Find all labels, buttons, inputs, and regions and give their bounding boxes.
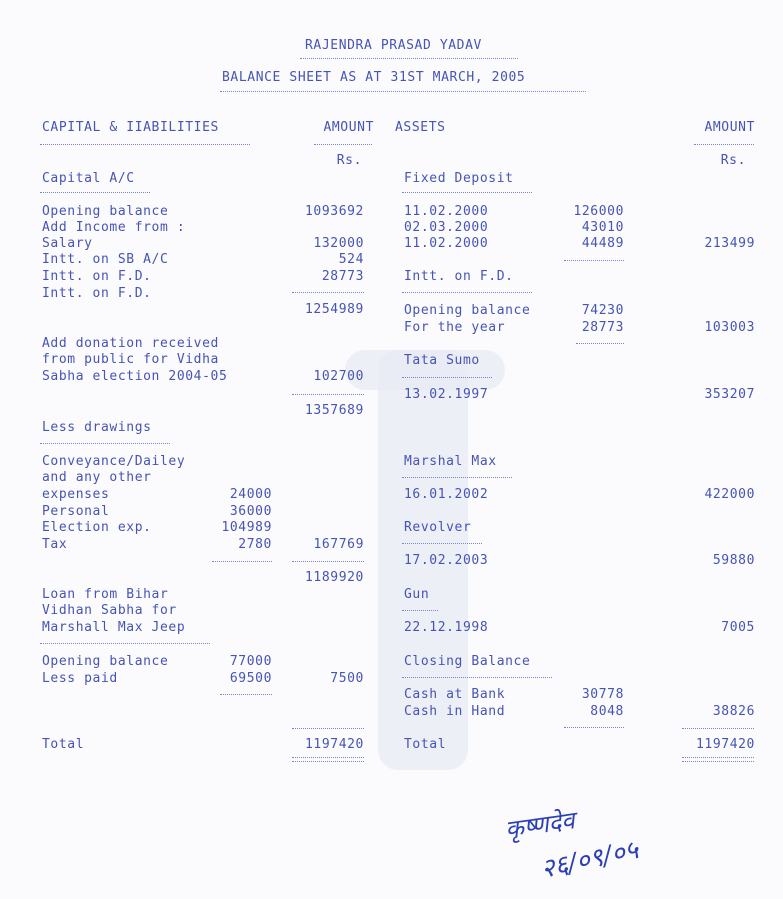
col-amount-right-underline xyxy=(694,144,754,145)
revolver-amount: 59880 xyxy=(712,553,755,568)
closing-underline xyxy=(402,677,552,678)
right-total-amount: 1197420 xyxy=(696,737,755,752)
closing-sum-line xyxy=(564,727,624,728)
loan-opening-label: Opening balance xyxy=(42,654,169,669)
drawings-total-amount: 167769 xyxy=(313,537,364,552)
fd-underline xyxy=(402,192,532,193)
drawings-line xyxy=(212,561,272,562)
header-name: RAJENDRA PRASAD YADAV xyxy=(305,38,482,53)
col-amount-left: AMOUNT xyxy=(323,120,374,135)
header-title-underline xyxy=(220,91,586,92)
tata-amount: 353207 xyxy=(704,387,755,402)
gun-date: 22.12.1998 xyxy=(404,620,489,635)
loan-line-1: Loan from Bihar xyxy=(42,587,169,602)
election-label: Election exp. xyxy=(42,520,152,535)
loan-underline xyxy=(40,643,210,644)
signature-name: कृष्णदेव xyxy=(503,806,577,844)
tax-label: Tax xyxy=(42,537,68,552)
fd-date-3: 11.02.2000 xyxy=(404,236,489,251)
gun-amount: 7005 xyxy=(721,620,755,635)
capital-underline xyxy=(40,192,150,193)
intt-fd-label-1: Intt. on F.D. xyxy=(42,269,152,284)
subtotal1-line xyxy=(292,292,364,293)
left-total-double-line xyxy=(292,757,364,762)
intt-year-amount: 28773 xyxy=(581,320,624,335)
header-name-underline xyxy=(300,58,518,59)
header-title: BALANCE SHEET AS AT 31ST MARCH, 2005 xyxy=(222,70,526,85)
gun-underline xyxy=(402,610,438,611)
fd-amount-2: 43010 xyxy=(581,220,624,235)
right-total-label: Total xyxy=(404,737,447,752)
tata-heading: Tata Sumo xyxy=(404,353,480,368)
intt-year-label: For the year xyxy=(404,320,506,335)
marshal-date: 16.01.2002 xyxy=(404,487,489,502)
marshal-heading: Marshal Max xyxy=(404,454,497,469)
col-amount-left-underline xyxy=(314,144,372,145)
loan-opening-amount: 77000 xyxy=(229,654,272,669)
cash-hand-amount: 8048 xyxy=(590,704,624,719)
subtotal3-amount: 1189920 xyxy=(305,570,364,585)
conveyance-line-2: and any other xyxy=(42,470,152,485)
intt-sum-line xyxy=(576,343,624,344)
fd-total-amount: 213499 xyxy=(704,236,755,251)
fd-sum-line xyxy=(564,260,624,261)
revolver-heading: Revolver xyxy=(404,520,472,535)
left-total-amount: 1197420 xyxy=(305,737,364,752)
left-total-label: Total xyxy=(42,737,85,752)
subtotal1-amount: 1254989 xyxy=(305,302,364,317)
closing-total-amount: 38826 xyxy=(712,704,755,719)
election-amount: 104989 xyxy=(221,520,272,535)
subtotal2-line xyxy=(292,394,364,395)
revolver-underline xyxy=(402,543,482,544)
col-liabilities: CAPITAL & IIABILITIES xyxy=(42,120,219,135)
right-total-double-line xyxy=(682,757,754,762)
donation-amount: 102700 xyxy=(313,369,364,384)
intt-ob-label: Opening balance xyxy=(404,303,531,318)
salary-label: Salary xyxy=(42,236,93,251)
marshal-underline xyxy=(402,477,512,478)
intt-fd-amount-1: 28773 xyxy=(321,269,364,284)
loan-paid-label: Less paid xyxy=(42,671,118,686)
fd-heading: Fixed Deposit xyxy=(404,171,514,186)
conveyance-line-3: expenses xyxy=(42,487,110,502)
intt-fd-label-2: Intt. on F.D. xyxy=(42,286,152,301)
tax-amount: 2780 xyxy=(238,537,272,552)
opening-balance-label: Opening balance xyxy=(42,204,169,219)
salary-amount: 132000 xyxy=(313,236,364,251)
col-amount-right: AMOUNT xyxy=(704,120,755,135)
col-liabilities-underline xyxy=(40,144,250,145)
intt-fd-underline xyxy=(402,292,532,293)
donation-line-2: from public for Vidha xyxy=(42,352,219,367)
loan-paid-line xyxy=(220,694,272,695)
subtotal3-line xyxy=(292,561,364,562)
cash-hand-label: Cash in Hand xyxy=(404,704,506,719)
donation-line-3: Sabha election 2004-05 xyxy=(42,369,228,384)
intt-fd-heading: Intt. on F.D. xyxy=(404,269,514,284)
less-drawings-heading: Less drawings xyxy=(42,420,152,435)
fd-amount-3: 44489 xyxy=(581,236,624,251)
intt-total-amount: 103003 xyxy=(704,320,755,335)
col-assets: ASSETS xyxy=(395,120,446,135)
signature-date: २६/०९/०५ xyxy=(538,835,642,885)
fd-date-1: 11.02.2000 xyxy=(404,204,489,219)
intt-sb-label: Intt. on SB A/C xyxy=(42,252,169,267)
left-total-topline xyxy=(292,728,364,729)
intt-sb-amount: 524 xyxy=(338,252,364,267)
rs-left: Rs. xyxy=(336,153,362,168)
fd-date-2: 02.03.2000 xyxy=(404,220,489,235)
rs-right: Rs. xyxy=(720,153,746,168)
marshal-amount: 422000 xyxy=(704,487,755,502)
donation-line-1: Add donation received xyxy=(42,336,219,351)
loan-line-3: Marshall Max Jeep xyxy=(42,620,186,635)
add-income-label: Add Income from : xyxy=(42,220,186,235)
subtotal2-amount: 1357689 xyxy=(305,403,364,418)
conveyance-amount: 24000 xyxy=(229,487,272,502)
loan-net-amount: 7500 xyxy=(330,671,364,686)
conveyance-line-1: Conveyance/Dailey xyxy=(42,454,186,469)
less-drawings-underline xyxy=(40,443,170,444)
personal-amount: 36000 xyxy=(229,504,272,519)
opening-balance-amount: 1093692 xyxy=(305,204,364,219)
cash-bank-label: Cash at Bank xyxy=(404,687,506,702)
personal-label: Personal xyxy=(42,504,110,519)
intt-ob-amount: 74230 xyxy=(581,303,624,318)
loan-line-2: Vidhan Sabha for xyxy=(42,603,177,618)
cash-bank-amount: 30778 xyxy=(581,687,624,702)
capital-heading: Capital A/C xyxy=(42,171,135,186)
fd-amount-1: 126000 xyxy=(573,204,624,219)
closing-heading: Closing Balance xyxy=(404,654,531,669)
revolver-date: 17.02.2003 xyxy=(404,553,489,568)
loan-paid-amount: 69500 xyxy=(229,671,272,686)
right-total-topline xyxy=(682,728,754,729)
gun-heading: Gun xyxy=(404,587,430,602)
tata-date: 13.02.1997 xyxy=(404,387,489,402)
tata-underline xyxy=(402,377,492,378)
